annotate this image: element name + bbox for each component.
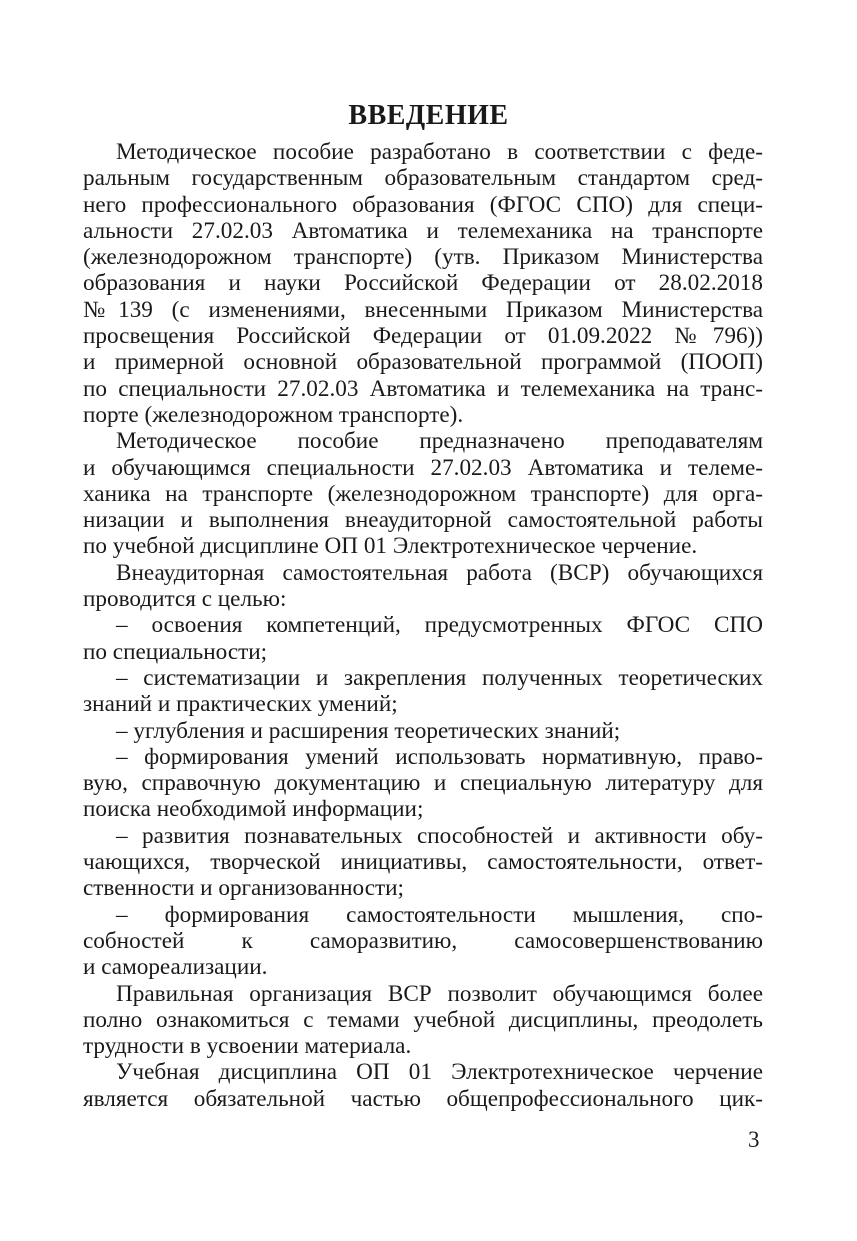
text-line: вую, справочную документацию и специальную литературу для (83, 770, 763, 797)
text-line: (железнодорожном транспорте) (утв. Приказом Министерства (83, 244, 763, 271)
text-line: просвещения Российской Федерации от 01.09.2022 №796)) (83, 323, 763, 350)
text-line: трудности в усвоении материала. (83, 1033, 412, 1060)
text-line: поиска необходимой информации; (83, 796, 424, 823)
page-number: 3 (748, 1127, 760, 1152)
text-line: Правильная организация ВСР позволит обучающимся более (116, 980, 763, 1007)
text-line: альности 27.02.03 Автоматика и телемеханика на транспорте (83, 217, 763, 244)
text-line: – развития познавательных способностей и активности обу- (116, 822, 763, 849)
body-text (83, 139, 763, 1112)
text-line: является обязательной частью общепрофессионального цик- (83, 1085, 763, 1112)
text-line: собностей к саморазвитию, самосовершенствованию (83, 927, 763, 954)
text-line: Методическое пособие предназначено преподавателям (116, 428, 763, 455)
text-line: низации и выполнения внеаудиторной самостоятельной работы (83, 507, 763, 534)
paragraph (83, 718, 763, 744)
text-line: полно ознакомиться с темами учебной дисциплины, преодолеть (83, 1006, 763, 1033)
text-line: ханика на транспорте (железнодорожном транспорте) для орга- (83, 480, 763, 507)
paragraph (83, 1059, 763, 1112)
section-title: ВВЕДЕНИЕ (348, 100, 509, 131)
text-line: №139 (с изменениями, внесенными Приказом Министерства (83, 296, 763, 323)
text-line: ственности и организованности; (83, 875, 404, 902)
text-line: и обучающимся специальности 27.02.03 Автоматика и телеме- (83, 454, 763, 481)
paragraph (83, 665, 763, 718)
text-line: по специальности; (83, 638, 268, 665)
text-line: по учебной дисциплине ОП 01 Электротехническое черчение. (83, 533, 698, 560)
paragraph (83, 744, 763, 823)
paragraph (83, 560, 763, 613)
text-line: знаний и практических умений; (83, 691, 398, 718)
text-line: – углубления и расширения теоретических знаний; (116, 717, 621, 744)
text-line: него профессионального образования (ФГОС СПО) для специ- (83, 191, 763, 218)
text-line: порте (железнодорожном транспорте). (83, 401, 464, 428)
paragraph (83, 823, 763, 902)
text-line: – систематизации и закрепления полученных теоретических (116, 664, 763, 691)
paragraph (83, 139, 763, 428)
text-line: Внеаудиторная самостоятельная работа (ВСР) обучающихся (116, 559, 763, 586)
text-line: Методическое пособие разработано в соответствии с феде- (116, 139, 763, 165)
text-line: образования и науки Российской Федерации от 28.02.2018 (83, 270, 763, 297)
text-line: и примерной основной образовательной программой (ПООП) (83, 349, 763, 376)
paragraph (83, 981, 763, 1060)
paragraph (83, 902, 763, 981)
text-line: и самореализации. (83, 954, 268, 981)
text-line: – формирования самостоятельности мышления, спо- (116, 901, 763, 928)
paragraph (83, 612, 763, 665)
text-line: ральным государственным образовательным стандартом сред- (83, 165, 763, 192)
text-line: Учебная дисциплина ОП 01 Электротехническое черчение (116, 1059, 763, 1086)
text-line: – освоения компетенций, предусмотренных ФГОС СПО (116, 612, 763, 639)
paragraph (83, 428, 763, 559)
text-line: по специальности 27.02.03 Автоматика и телемеханика на транс- (83, 375, 763, 402)
text-line: проводится с целью: (83, 586, 287, 613)
text-line: чающихся, творческой инициативы, самостоятельности, ответ- (83, 849, 763, 876)
text-line: – формирования умений использовать нормативную, право- (116, 743, 763, 770)
